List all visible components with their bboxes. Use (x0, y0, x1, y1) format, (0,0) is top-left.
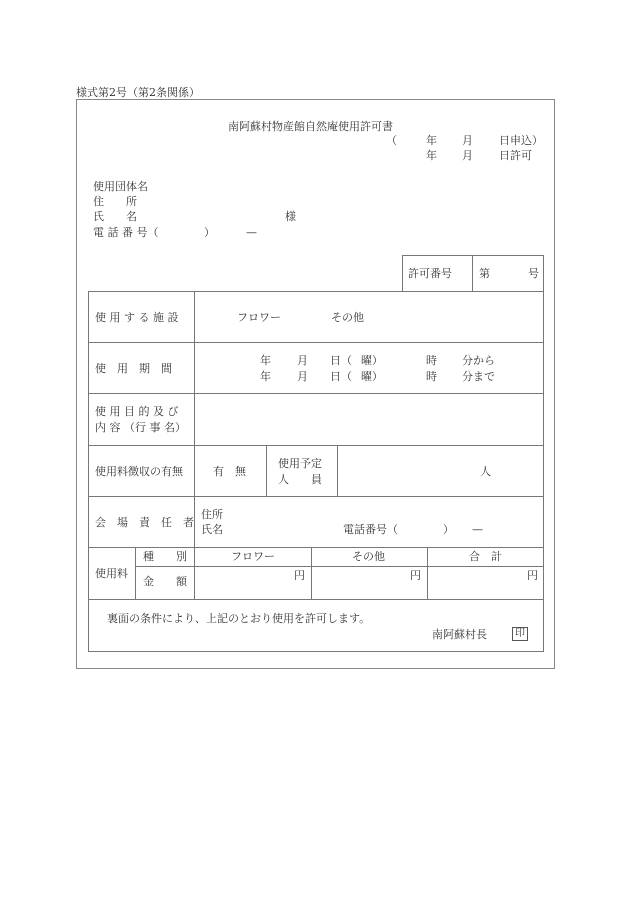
name-label: 氏 名 (93, 210, 137, 223)
honorific: 様 (285, 210, 296, 223)
fee-col-total: 合 計 (469, 550, 502, 563)
purpose-field[interactable] (196, 395, 542, 444)
fee-col-floor: フロワー (231, 550, 275, 563)
planned-count-unit: 人 (480, 465, 491, 478)
signatory: 南阿蘇村長 (432, 628, 487, 641)
address-label: 住 所 (93, 195, 137, 208)
option-floor[interactable]: フロワー (237, 311, 281, 324)
permit-number-label: 許可番号 (408, 267, 452, 280)
permission-statement: 裏面の条件により、上記のとおり使用を許可します。 (107, 612, 371, 625)
fee-col-other: その他 (352, 550, 385, 563)
fee-yes-no[interactable]: 有 無 (213, 465, 246, 478)
document-title: 南阿蘇村物産館自然庵使用許可書 (228, 120, 393, 133)
form-label: 様式第2号（第2条関係） (76, 86, 200, 99)
option-other[interactable]: その他 (331, 311, 364, 324)
seal-icon: 印 (512, 627, 528, 641)
org-label: 使用団体名 (93, 180, 148, 193)
phone-label: 電 話 番 号（ (93, 226, 159, 239)
